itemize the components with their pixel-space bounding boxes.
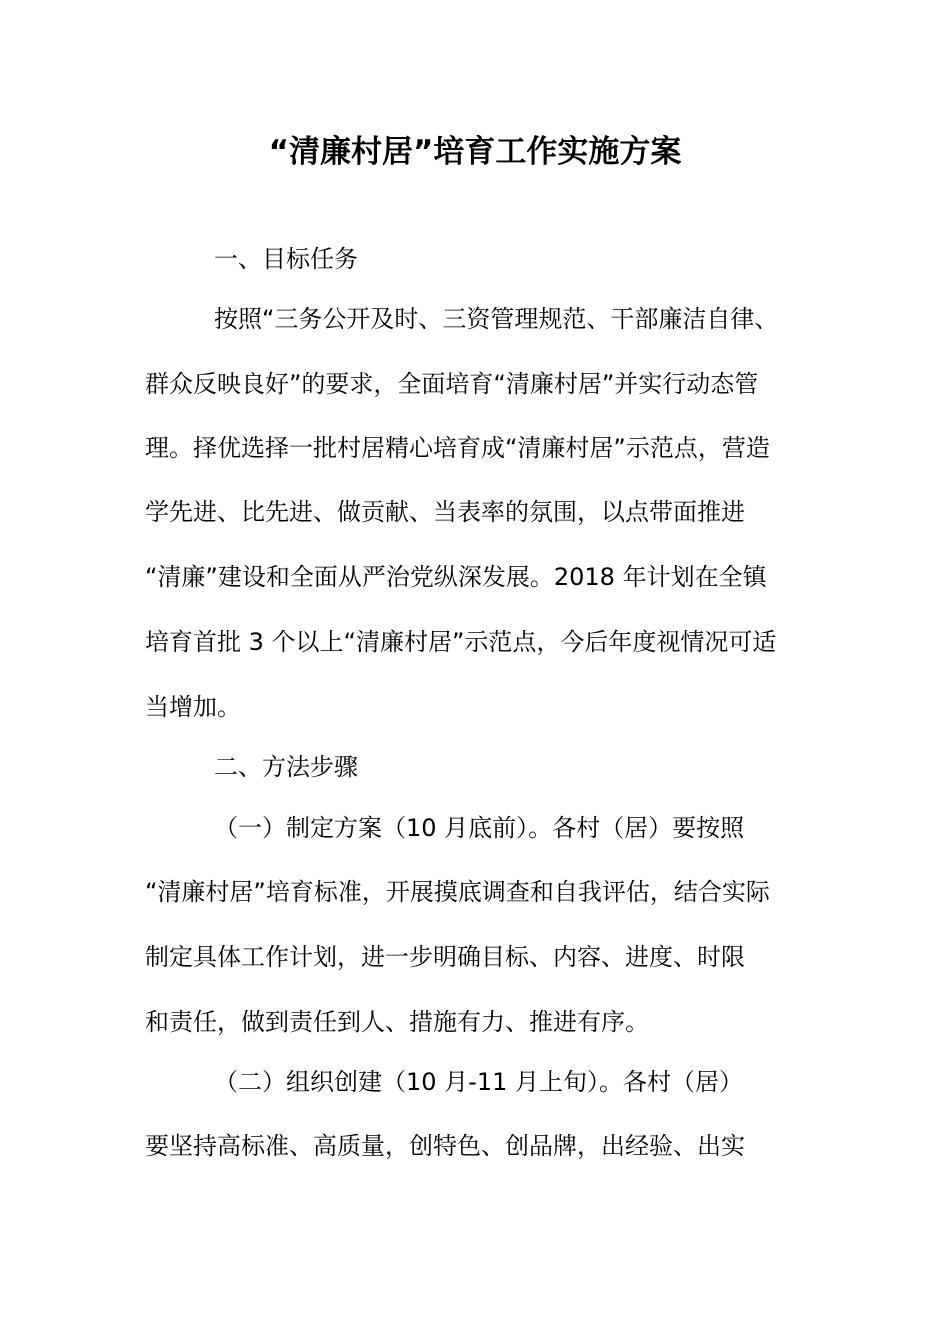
paragraph-line: 按照“三务公开及时、三资管理规范、干部廉洁自律、: [214, 305, 779, 333]
paragraph-line: 群众反映良好”的要求，全面培育“清廉村居”并实行动态管: [145, 370, 759, 398]
paragraph-line: 学先进、比先进、做贡献、当表率的氛围，以点带面推进: [145, 498, 745, 526]
paragraph-line: 和责任，做到责任到人、措施有力、推进有序。: [145, 1008, 649, 1036]
section-heading-goals: 一、目标任务: [214, 245, 358, 273]
paragraph-line: 培育首批 3 个以上“清廉村居”示范点，今后年度视情况可适: [145, 628, 777, 656]
paragraph-line: “清廉村居”培育标准，开展摸底调查和自我评估，结合实际: [145, 878, 770, 906]
paragraph-line: 要坚持高标准、高质量，创特色、创品牌，出经验、出实: [145, 1132, 745, 1160]
paragraph-line: 当增加。: [145, 693, 241, 721]
paragraph-line: （一）制定方案（10 月底前）。各村（居）要按照: [214, 814, 745, 842]
document-title: “清廉村居”培育工作实施方案: [268, 134, 682, 170]
paragraph-line: “清廉”建设和全面从严治党纵深发展。2018 年计划在全镇: [145, 563, 767, 591]
paragraph-line: 理。择优选择一批村居精心培育成“清廉村居”示范点，营造: [145, 434, 770, 462]
paragraph-line: 制定具体工作计划，进一步明确目标、内容、进度、时限: [145, 943, 745, 971]
section-heading-methods: 二、方法步骤: [214, 753, 358, 781]
paragraph-line: （二）组织创建（10 月-11 月上旬）。各村（居）: [214, 1068, 743, 1096]
